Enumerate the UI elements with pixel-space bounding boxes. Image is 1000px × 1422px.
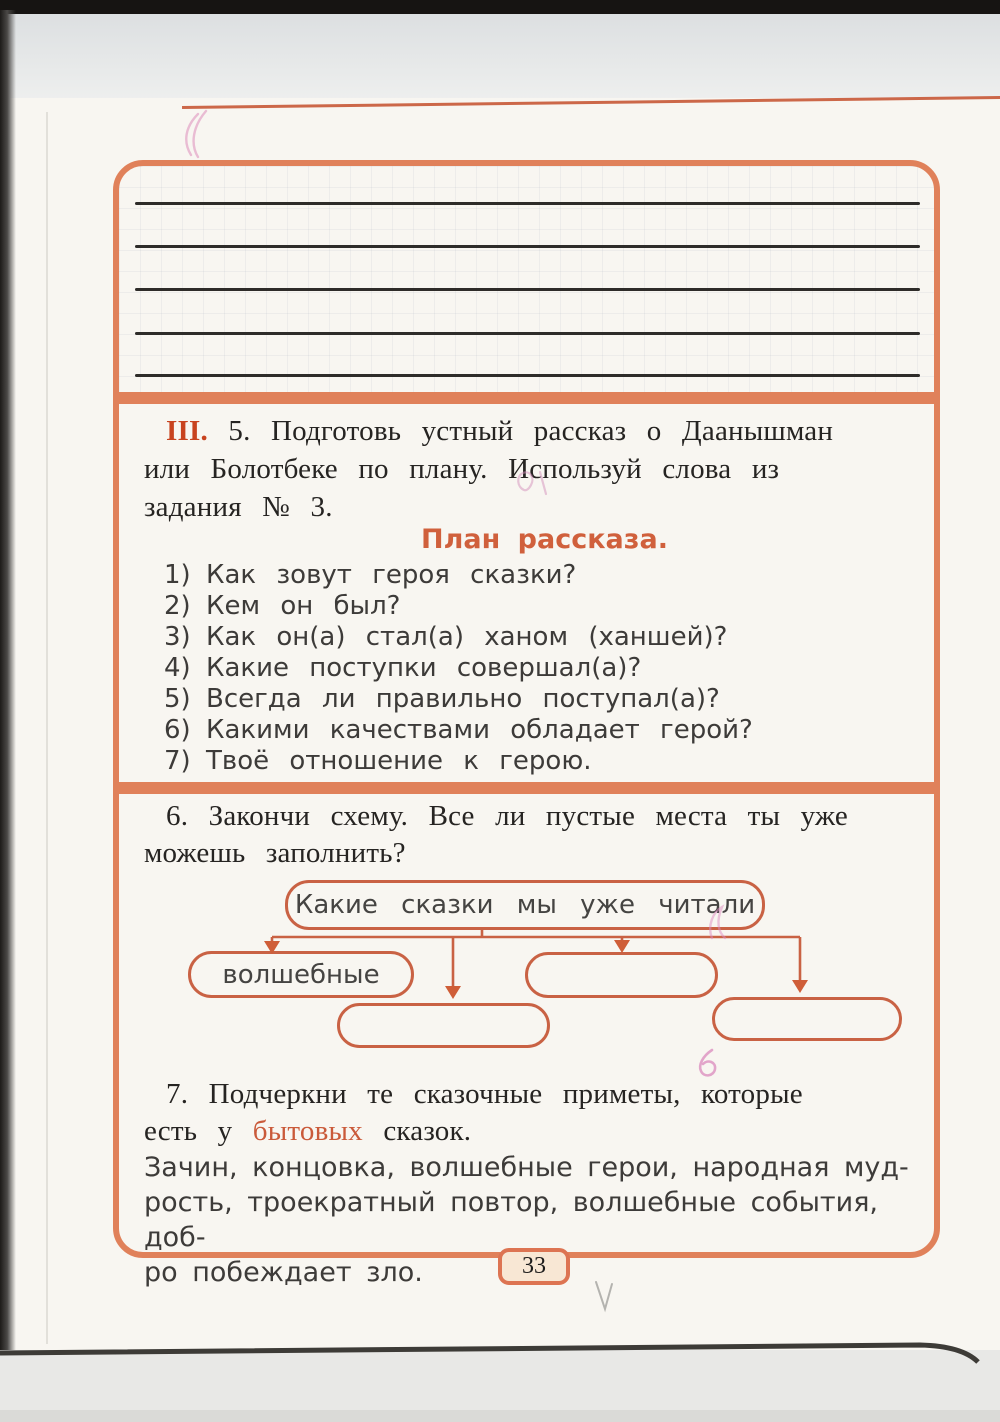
plan-item-number: 5)	[164, 684, 191, 714]
task-7-heading	[144, 1076, 930, 1150]
scheme-node-volshebnye	[188, 951, 414, 998]
scan-top-edge	[0, 0, 1000, 14]
book-spine-shadow	[0, 10, 16, 1352]
task-5-box	[113, 398, 940, 788]
scheme-empty-node-1	[337, 1003, 550, 1048]
scan-bottom-edge	[0, 1410, 1000, 1422]
task-7-body-line-3: ро побеждает зло.	[144, 1257, 423, 1288]
task-7-line-2-pre: есть у	[144, 1115, 253, 1147]
plan-list-item	[164, 591, 753, 622]
task-6-line-1: 6. Закончи схему. Все ли пустые места ты уже	[166, 800, 848, 832]
plan-item-number: 2)	[164, 591, 191, 621]
scheme-root-node	[285, 880, 765, 930]
task-5-line-2: или Болотбеке по плану. Используй слова из	[144, 453, 780, 485]
page-crease	[46, 112, 48, 1344]
task-7-body-line-2: рость, троекратный повтор, волшебные события, доб-	[144, 1187, 879, 1253]
task-5-line-3: задания № 3.	[144, 491, 333, 523]
underlying-page-edge	[8, 13, 1000, 105]
roman-numeral-label: III.	[166, 415, 208, 447]
task-7-body-line-1: Зачин, концовка, волшебные герои, народная муд-	[144, 1152, 909, 1183]
scheme-root-label: Какие сказки мы уже читали	[294, 890, 756, 920]
plan-list	[164, 560, 753, 777]
plan-item-text: Всегда ли правильно поступал(а)?	[206, 684, 720, 714]
plan-item-number: 4)	[164, 653, 191, 683]
page-number: 33	[522, 1253, 546, 1279]
plan-item-text: Какими качествами обладает герой?	[206, 715, 753, 745]
task-7-line-2	[144, 1113, 930, 1150]
writing-line	[135, 332, 920, 335]
plan-list-item	[164, 560, 753, 591]
plan-item-text: Какие поступки совершал(а)?	[206, 653, 642, 683]
plan-item-text: Кем он был?	[206, 591, 401, 621]
task-6-heading	[144, 798, 930, 872]
task-5-line-1	[144, 412, 930, 450]
plan-list-item	[164, 746, 753, 777]
scheme-empty-node-2	[525, 952, 718, 998]
scheme-node-label: волшебные	[222, 959, 380, 990]
plan-list-item	[164, 622, 753, 653]
task-5-line-1-text: 5. Подготовь устный рассказ о Даанышман	[207, 415, 834, 447]
plan-list-item	[164, 653, 753, 684]
writing-line	[135, 245, 920, 248]
writing-line	[135, 202, 920, 205]
plan-title: План рассказа.	[421, 524, 668, 555]
writing-lines-box	[113, 160, 940, 398]
task-7-line-1: 7. Подчеркни те сказочные приметы, которые	[166, 1078, 803, 1110]
plan-item-number: 1)	[164, 560, 191, 590]
writing-line	[135, 374, 920, 377]
accent-word-bytovyh: бытовых	[252, 1115, 363, 1147]
plan-item-text: Твоё отношение к герою.	[206, 746, 592, 776]
task-5-instruction	[144, 412, 930, 526]
plan-item-number: 3)	[164, 622, 191, 652]
plan-list-item	[164, 684, 753, 715]
plan-item-number: 6)	[164, 715, 191, 745]
plan-list-item	[164, 715, 753, 746]
writing-line	[135, 288, 920, 291]
plan-item-number: 7)	[164, 746, 191, 776]
plan-item-text: Как он(а) стал(а) ханом (ханшей)?	[206, 622, 728, 652]
task-6-line-2: можешь заполнить?	[144, 837, 406, 869]
scheme-empty-node-3	[712, 997, 902, 1041]
task-7-line-2-post: сказок.	[362, 1115, 472, 1147]
page-number-badge	[498, 1248, 570, 1285]
plan-item-text: Как зовут героя сказки?	[206, 560, 577, 590]
